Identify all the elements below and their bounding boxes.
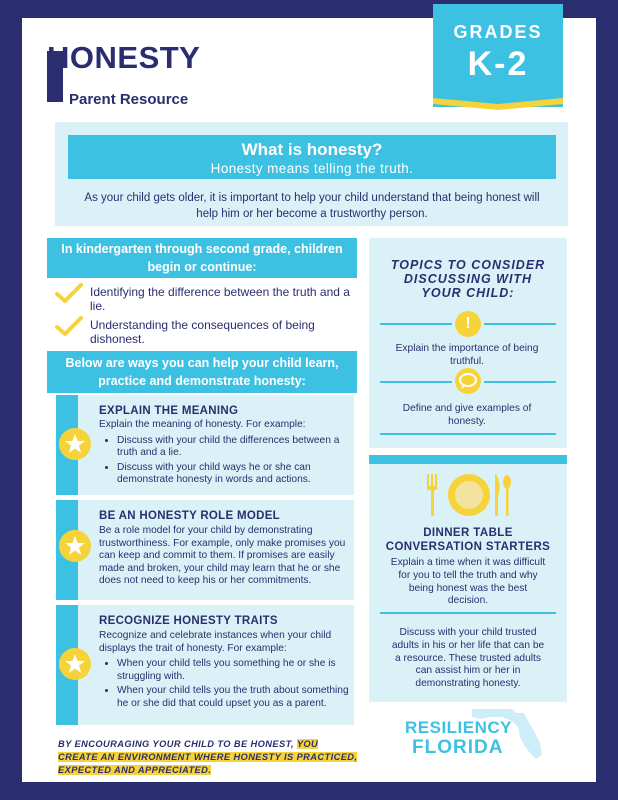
card-bullet: • Discuss with your child ways he or she can demonstrate honesty in words and actions.: [117, 462, 349, 487]
card-title: RECOGNIZE HONESTY TRAITS: [99, 615, 278, 627]
checklist-text: Identifying the difference between the truth and a lie.: [90, 285, 350, 313]
topics-title: TOPICS TO CONSIDER DISCUSSING WITH YOUR CHILD:: [390, 258, 546, 300]
card-bullet: • When your child tells you something he or she is struggling with.: [117, 658, 349, 683]
hero-question: What is honesty?: [241, 140, 383, 159]
speech-bubble-icon: [453, 367, 483, 397]
divider: [380, 433, 556, 435]
dinner-item: Discuss with your child trusted adults in his or her life that can be a resource. These trusted adults can assist him or her in demonstrating honesty.: [391, 627, 545, 690]
card-intro: Explain the meaning of honesty. For example:: [99, 419, 306, 430]
divider: [380, 323, 452, 325]
divider: [380, 612, 556, 614]
card-body: [99, 525, 349, 588]
knife-icon: [495, 474, 500, 516]
divider: [484, 323, 556, 325]
star-badge: [59, 648, 91, 680]
footer-part1: BY ENCOURAGING YOUR CHILD TO BE HONEST,: [58, 739, 294, 749]
card-title: EXPLAIN THE MEANING: [99, 405, 239, 417]
spoon-icon: [503, 475, 511, 516]
star-badge: [59, 530, 91, 562]
hero-text: As your child gets older, it is important to help your child understand that being honest will help him or her become a trustworthy person.: [84, 192, 540, 220]
card-intro: Recognize and celebrate instances when your child displays the trait of honesty. For example:: [99, 630, 332, 654]
logo-line2: FLORIDA: [412, 737, 504, 758]
star-icon: [59, 530, 91, 562]
dinner-top-bar: [369, 455, 567, 464]
dinner-item: Explain a time when it was difficult for you to tell the truth and why being honest was the best decision.: [390, 557, 546, 607]
hero-answer: Honesty means telling the truth.: [210, 161, 414, 176]
card-body: [99, 419, 349, 489]
divider: [380, 381, 452, 383]
card-body: [99, 630, 349, 713]
divider: [484, 381, 556, 383]
star-icon: [59, 648, 91, 680]
grades-value: K-2: [467, 45, 529, 83]
card-intro: Be a role model for your child by demonstrating trustworthiness. For example, only make promises you can keep and commit to them. If promises are easily made and broken, your child may learn that he or she does not need to keep his or her commitments.: [99, 525, 346, 587]
check-icon: [55, 283, 83, 303]
continue-band: In kindergarten through second grade, children begin or continue:: [47, 238, 357, 278]
dinner-plate-icon: [426, 470, 512, 518]
grades-badge: [433, 4, 563, 107]
page-subtitle: Parent Resource: [69, 91, 189, 108]
help-band: Below are ways you can help your child learn, practice and demonstrate honesty:: [47, 351, 357, 393]
ribbon-icon: [433, 98, 563, 112]
checklist-text: Understanding the consequences of being dishonest.: [90, 318, 315, 346]
star-badge: [59, 428, 91, 460]
card-title: BE AN HONESTY ROLE MODEL: [99, 510, 280, 522]
logo-line1: RESILIENCY: [405, 718, 513, 737]
check-icon: [55, 316, 83, 336]
page-title: HONESTY: [47, 40, 201, 75]
footer-message: [58, 738, 358, 777]
hero-heading-box: [68, 135, 556, 179]
fork-icon: [427, 474, 437, 516]
footer-highlight: YOU CREATE AN ENVIRONMENT WHERE HONESTY IS PRACTICED, EXPECTED AND APPRECIATED.: [58, 739, 358, 775]
exclamation-icon: !: [455, 311, 481, 337]
grades-label: GRADES: [453, 22, 543, 42]
card-bullet: • When your child tells you the truth about something he or she did that could upset you as a parent.: [117, 685, 349, 710]
topic-item: Define and give examples of honesty.: [402, 403, 532, 427]
card-bullet: • Discuss with your child the differences between a truth and a lie.: [117, 435, 349, 460]
dinner-title: DINNER TABLE CONVERSATION STARTERS: [385, 527, 551, 553]
star-icon: [59, 428, 91, 460]
topic-item: Explain the importance of being truthful.: [395, 343, 539, 367]
